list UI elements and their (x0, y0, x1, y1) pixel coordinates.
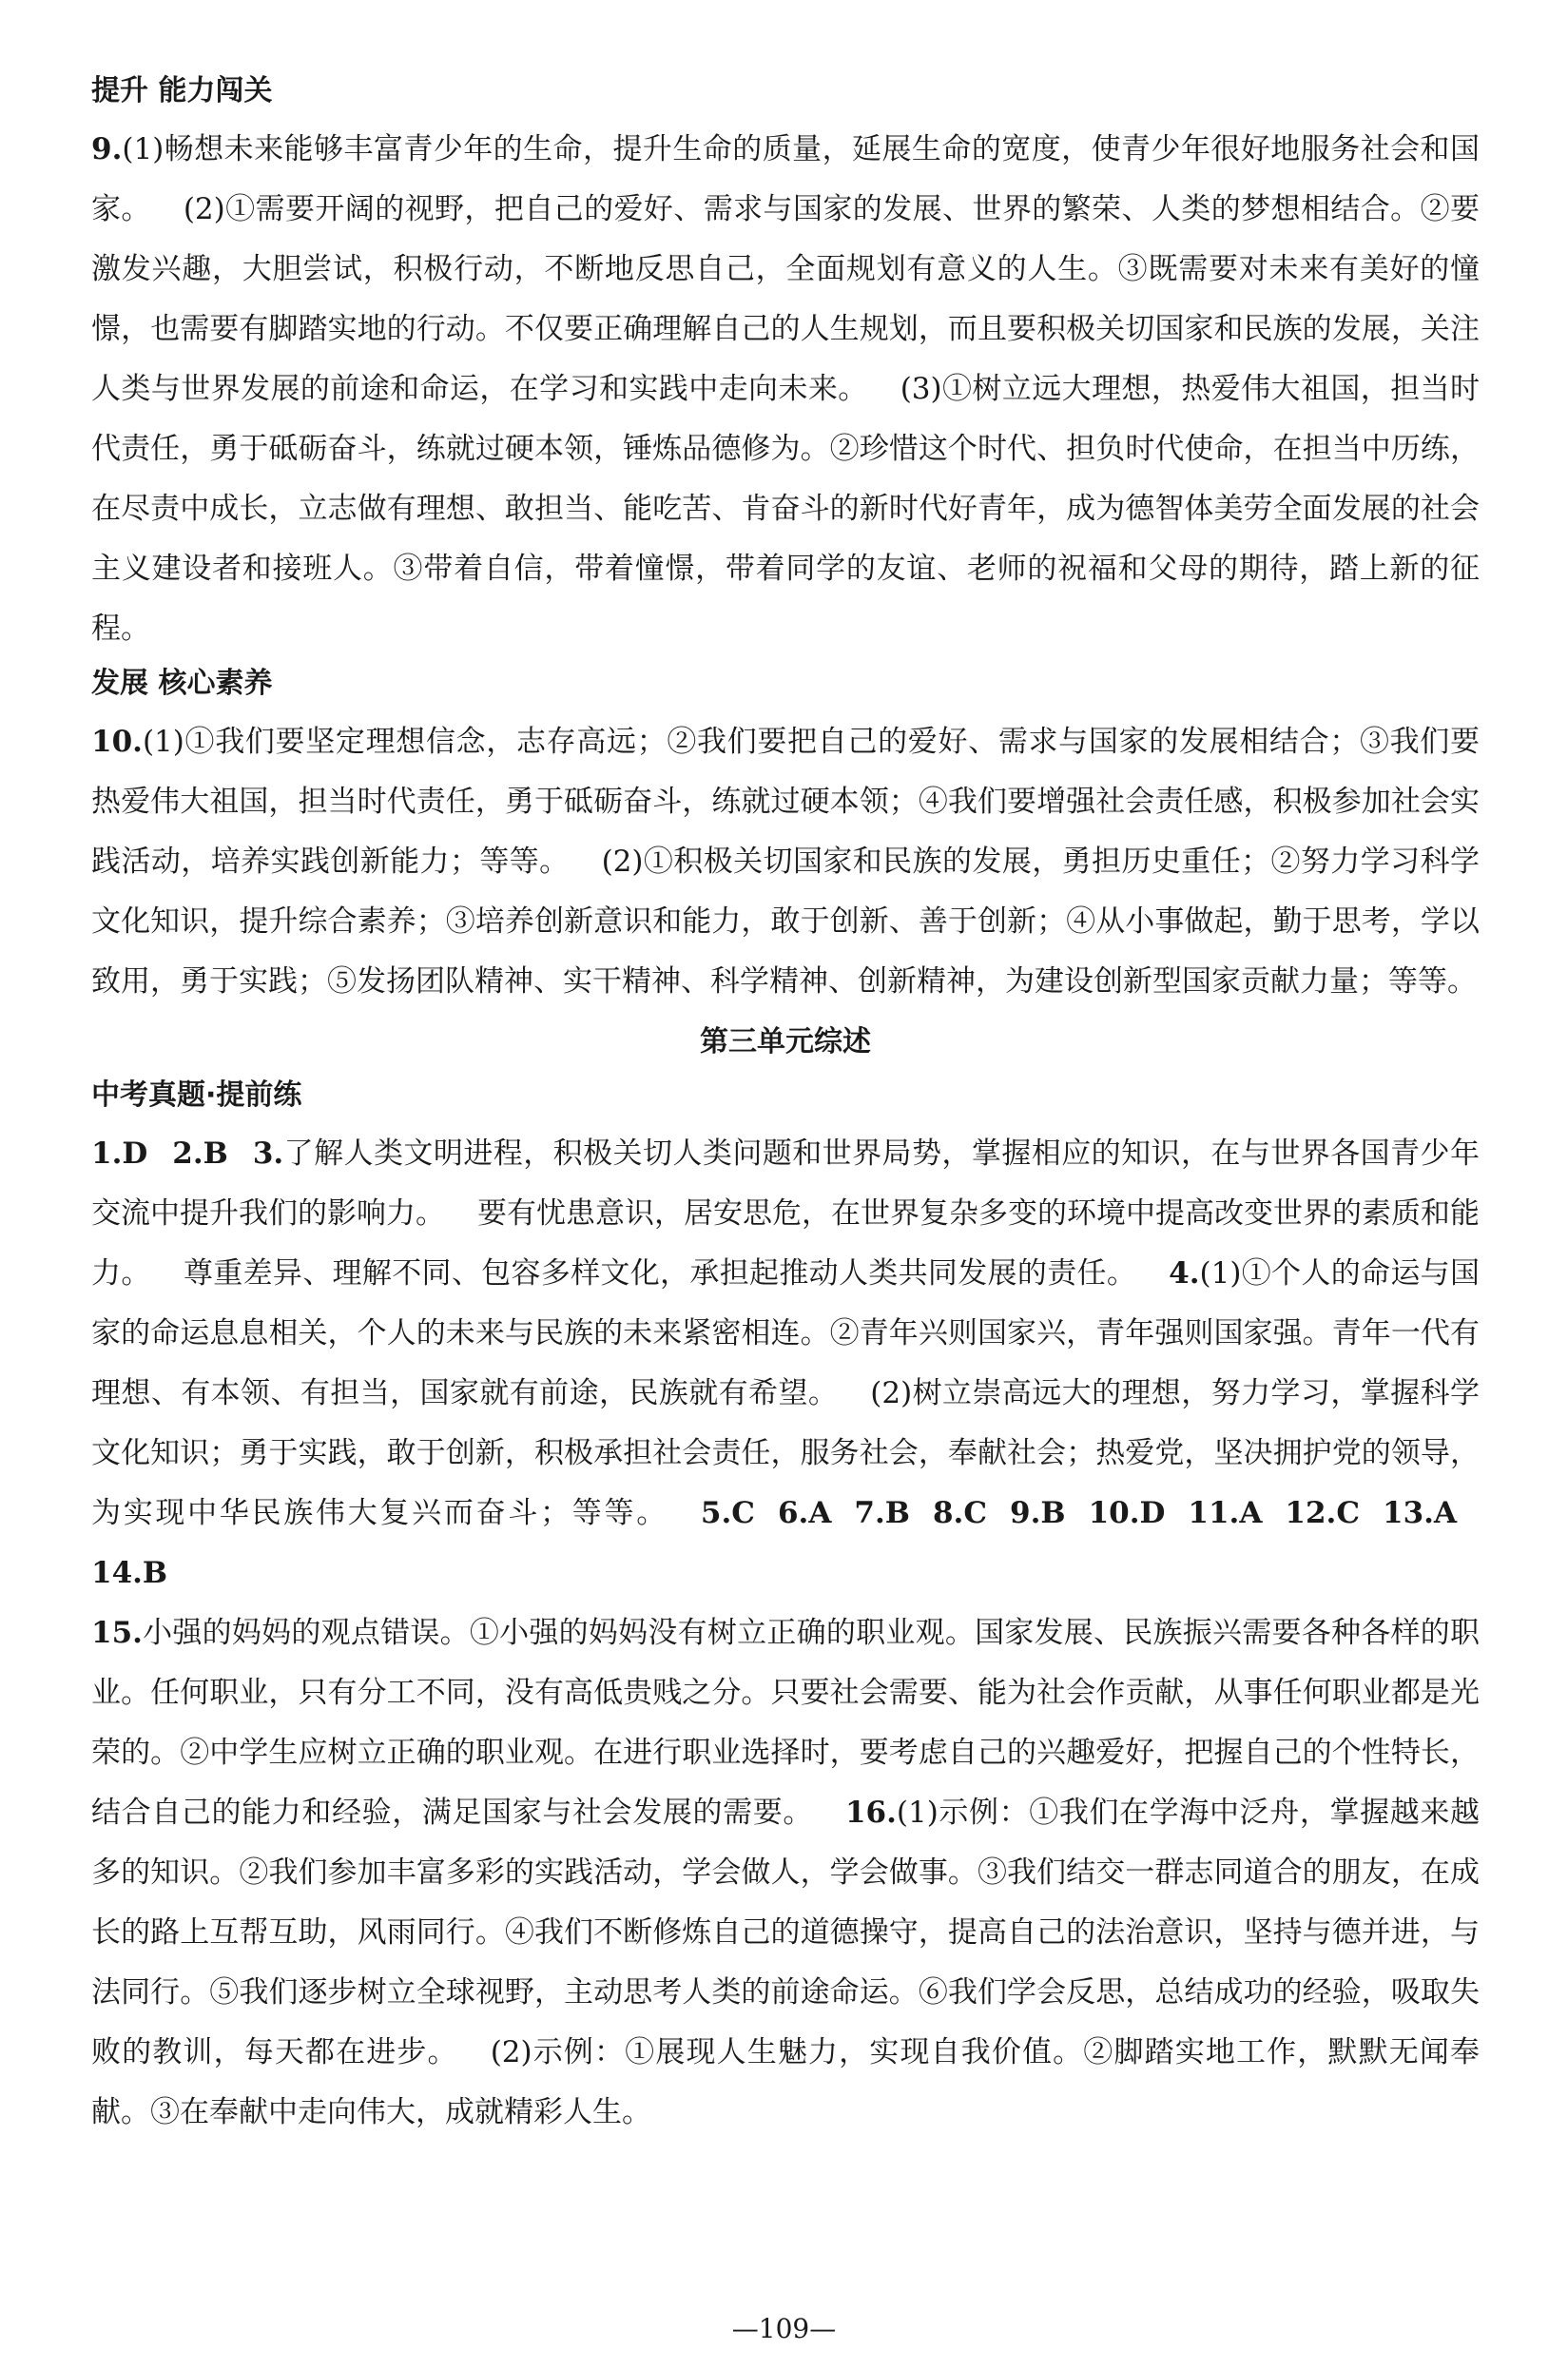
unit-title: 第三单元综述 (700, 1025, 871, 1059)
answer-choice: 7.B (854, 1496, 910, 1530)
answer-text: (2)树立崇高远大的理想，努力学习，掌握科学文化知识；勇于实践，敢于创新，积极承担社会责任，服务社会，奉献社会；热爱党，坚决拥护党的领导，为实现中华民族伟大复兴而奋斗；等等。 (91, 1376, 1480, 1530)
answer-text: 小强的妈妈的观点错误。①小强的妈妈没有树立正确的职业观。国家发展、民族振兴需要各种各样的职业。任何职业，只有分工不同，没有高低贵贱之分。只要社会需要、能为社会作贡献，从事任何职业都是光荣的。②中学生应树立正确的职业观。在进行职业选择时，要考虑自己的兴趣爱好，把握自己的个性特长，结合自己的能力和经验，满足国家与社会发展的需要。 (91, 1616, 1480, 1830)
answer-text: (1)畅想未来能够丰富青少年的生命，提升生命的质量，延展生命的宽度，使青少年很好地服务社会和国家。 (91, 132, 1480, 226)
answer-text: (1)示例：①我们在学海中泛舟，掌握越来越多的知识。②我们参加丰富多彩的实践活动，学会做人，学会做事。③我们结交一群志同道合的朋友，在成长的路上互帮互助，风雨同行。④我们不断修炼自己的道德操守，提高自己的法治意识，坚持与德并进，与法同行。⑤我们逐步树立全球视野，主动思考人类的前途命运。⑥我们学会反思，总结成功的经验，吸取失败的教训，每天都在进步。 (91, 1796, 1480, 2069)
answer-choice: 10.D (1088, 1496, 1166, 1530)
answer-number: 16. (844, 1796, 897, 1830)
answer-number: 10. (91, 725, 143, 759)
answer-text: (2)①需要开阔的视野，把自己的爱好、需求与国家的发展、世界的繁荣、人类的梦想相结合。②要激发兴趣，大胆尝试，积极行动，不断地反思自己，全面规划有意义的人生。③既需要对未来有美好的憧憬，也需要有脚踏实地的行动。不仅要正确理解自己的人生规划，而且要积极关切国家和民族的发展，关注人类与世界发展的前途和命运，在学习和实践中走向未来。 (91, 192, 1480, 406)
answer-number: 9. (91, 132, 123, 166)
answer-choice: 13.A (1383, 1496, 1457, 1530)
answer-choice: 6.A (777, 1496, 832, 1530)
answer-number: 3. (252, 1136, 284, 1171)
answer-text: 了解人类文明进程，积极关切人类问题和世界局势，掌握相应的知识，在与世界各国青少年交流中提升我们的影响力。 (91, 1136, 1480, 1231)
section-heading-ability: 提升 能力闯关 (91, 74, 273, 107)
answer-choice: 11.A (1188, 1496, 1263, 1530)
answer-text: 要有忧患意识，居安思危，在世界复杂多变的环境中提高改变世界的素质和能力。 (91, 1196, 1480, 1291)
answer-choice: 5.C (700, 1496, 755, 1530)
answer-choice: 8.C (932, 1496, 988, 1530)
answer-choice: 12.C (1285, 1496, 1361, 1530)
answer-choice: 9.B (1010, 1496, 1066, 1530)
answers-1-14 (91, 1124, 1480, 1603)
answer-15-16 (91, 1603, 1480, 2143)
page-number: —109— (731, 2313, 837, 2344)
answer-text: (2)①积极关切国家和民族的发展，勇担历史重任；②努力学习科学文化知识，提升综合素养；③培养创新意识和能力，敢于创新、善于创新；④从小事做起，勤于思考，学以致用，勇于实践；⑤发扬团队精神、实干精神、科学精神、创新精神，为建设创新型国家贡献力量；等等。 (91, 845, 1480, 999)
answer-text: (1)①我们要坚定理想信念，志存高远；②我们要把自己的爱好、需求与国家的发展相结合；③我们要热爱伟大祖国，担当时代责任，勇于砥砺奋斗，练就过硬本领；④我们要增强社会责任感，积极参加社会实践活动，培养实践创新能力；等等。 (91, 725, 1480, 879)
answer-choice: 1.D (91, 1136, 148, 1171)
answer-text: (2)示例：①展现人生魅力，实现自我价值。②脚踏实地工作，默默无闻奉献。③在奉献中走向伟大，成就精彩人生。 (91, 2035, 1480, 2129)
page-content (91, 67, 1480, 2143)
section-heading-core: 发展 核心素养 (91, 667, 273, 700)
answer-text: (1)①个人的命运与国家的命运息息相关，个人的未来与民族的未来紧密相连。②青年兴则国家兴，青年强则国家强。青年一代有理想、有本领、有担当，国家就有前途，民族就有希望。 (91, 1256, 1480, 1410)
answer-number: 4. (1169, 1256, 1200, 1291)
answer-choice: 14.B (91, 1556, 168, 1590)
section-heading-exam: 中考真题·提前练 (91, 1078, 302, 1112)
answer-10 (91, 712, 1480, 1012)
answer-number: 15. (91, 1616, 143, 1650)
answer-text: (3)①树立远大理想，热爱伟大祖国，担当时代责任，勇于砥砺奋斗，练就过硬本领，锤炼品德修为。②珍惜这个时代、担负时代使命，在担当中历练，在尽责中成长，立志做有理想、敢担当、能吃苦、肯奋斗的新时代好青年，成为德智体美劳全面发展的社会主义建设者和接班人。③带着自信，带着憧憬，带着同学的友谊、老师的祝福和父母的期待，踏上新的征程。 (91, 372, 1480, 646)
answer-choice: 2.B (172, 1136, 228, 1171)
answer-9 (91, 120, 1480, 659)
answer-text: 尊重差异、理解不同、包容多样文化，承担起推动人类共同发展的责任。 (183, 1256, 1137, 1291)
